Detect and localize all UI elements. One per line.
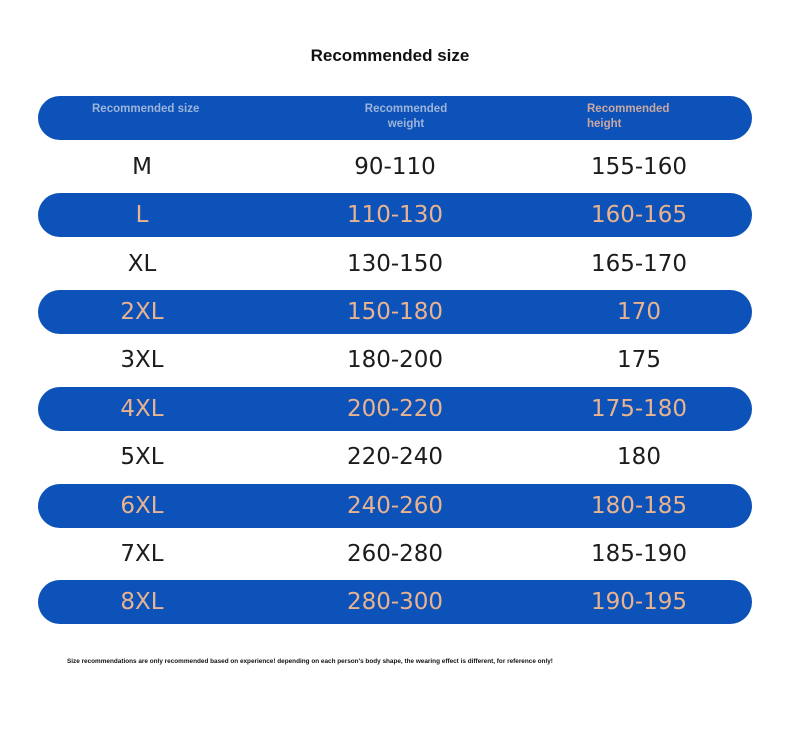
height-cell: 160-165	[590, 202, 688, 228]
table-row	[38, 145, 752, 189]
size-cell: 2XL	[120, 299, 164, 325]
weight-cell: 240-260	[346, 493, 444, 519]
size-cell: 6XL	[120, 493, 164, 519]
height-cell: 165-170	[590, 251, 688, 277]
page-title: Recommended size	[310, 46, 470, 65]
table-row	[38, 580, 752, 624]
table-row	[38, 193, 752, 237]
size-cell: XL	[127, 251, 157, 277]
weight-cell: 220-240	[346, 444, 444, 470]
table-header	[38, 96, 752, 140]
table-row	[38, 338, 752, 382]
size-cell: 8XL	[120, 589, 164, 615]
height-cell: 155-160	[590, 154, 688, 180]
size-cell: 3XL	[120, 347, 164, 373]
table-row	[38, 387, 752, 431]
weight-cell: 180-200	[346, 347, 444, 373]
table-row	[38, 242, 752, 286]
table-row	[38, 435, 752, 479]
size-cell: L	[135, 202, 149, 228]
table-row	[38, 484, 752, 528]
table-row	[38, 532, 752, 576]
height-cell: 175-180	[590, 396, 688, 422]
height-cell: 190-195	[590, 589, 688, 615]
header-size-label: Recommended size	[92, 103, 200, 115]
weight-cell: 280-300	[346, 589, 444, 615]
weight-cell: 150-180	[346, 299, 444, 325]
weight-cell: 200-220	[346, 396, 444, 422]
weight-cell: 90-110	[354, 154, 436, 180]
header-height-label: Recommended height	[587, 103, 670, 130]
height-cell: 175	[617, 347, 661, 373]
weight-cell: 110-130	[346, 202, 444, 228]
disclaimer-note: Size recommendations are only recommended based on experience! depending on each person's body shape, the wearing effect is different, for reference only!	[67, 658, 553, 665]
height-cell: 180	[617, 444, 661, 470]
height-cell: 185-190	[590, 541, 688, 567]
header-weight-label: Recommended weight	[364, 103, 448, 130]
size-cell: 5XL	[120, 444, 164, 470]
table-row	[38, 290, 752, 334]
weight-cell: 130-150	[346, 251, 444, 277]
weight-cell: 260-280	[346, 541, 444, 567]
height-cell: 180-185	[590, 493, 688, 519]
height-cell: 170	[617, 299, 661, 325]
size-cell: 7XL	[120, 541, 164, 567]
size-cell: 4XL	[120, 396, 164, 422]
size-cell: M	[132, 154, 152, 180]
